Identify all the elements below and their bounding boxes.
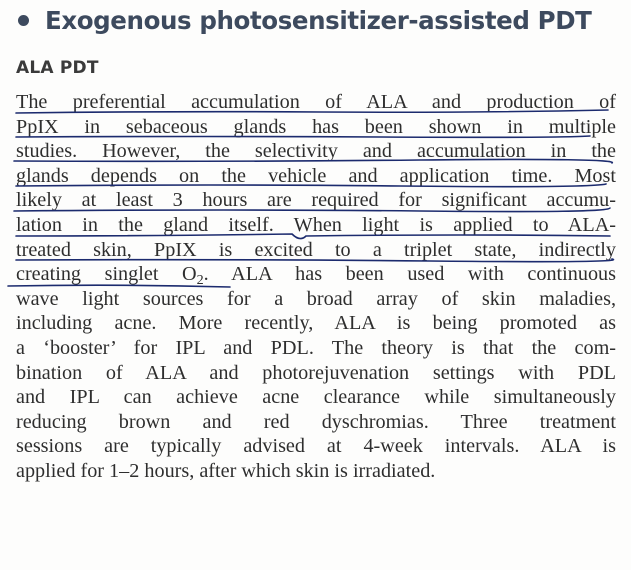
paragraph-line: and IPL can achieve acne clearance while simultaneously bbox=[16, 386, 616, 409]
paragraph-line: a ‘booster’ for IPL and PDL. The theory is that the com- bbox=[16, 336, 616, 359]
paragraph-line: wave light sources for a broad array of skin maladies, bbox=[16, 287, 616, 310]
bullet-icon bbox=[18, 15, 29, 26]
oxygen-subscript: 2 bbox=[196, 271, 204, 288]
paragraph-line: reducing brown and red dyschromias. Three treatment bbox=[16, 410, 616, 433]
line-text-before-subscript: creating singlet O bbox=[16, 263, 197, 286]
section-heading bbox=[16, 2, 591, 38]
paragraph-line: The preferential accumulation of ALA and production of bbox=[16, 91, 616, 113]
paragraph-line: treated skin, PpIX is excited to a triplet state, indirectly bbox=[16, 238, 616, 261]
paragraph-line: applied for 1–2 hours, after which skin is irradiated. bbox=[16, 459, 436, 482]
paragraph-line: glands depends on the vehicle and application time. Most bbox=[16, 164, 616, 187]
paragraph-line: studies. However, the selectivity and accumulation in the bbox=[16, 140, 616, 163]
subsection-heading: ALA PDT bbox=[16, 58, 99, 78]
paragraph-line: bination of ALA and photorejuvenation settings with PDL bbox=[16, 361, 616, 384]
paragraph-line: likely at least 3 hours are required for significant accumu- bbox=[16, 189, 616, 212]
paragraph-line-oxygen bbox=[16, 262, 616, 287]
paragraph-line: sessions are typically advised at 4-week intervals. ALA is bbox=[16, 435, 616, 458]
line-text-after-subscript: . ALA has been used with continuous bbox=[203, 263, 616, 286]
paragraph bbox=[16, 90, 616, 484]
paragraph-line: PpIX in sebaceous glands has been shown in multiple bbox=[16, 115, 616, 138]
paragraph-line: lation in the gland itself. When light is applied to ALA- bbox=[16, 213, 616, 236]
paragraph-line: including acne. More recently, ALA is being promoted as bbox=[16, 312, 616, 335]
section-heading-text: Exogenous photosensitizer-assisted PDT bbox=[45, 5, 592, 35]
